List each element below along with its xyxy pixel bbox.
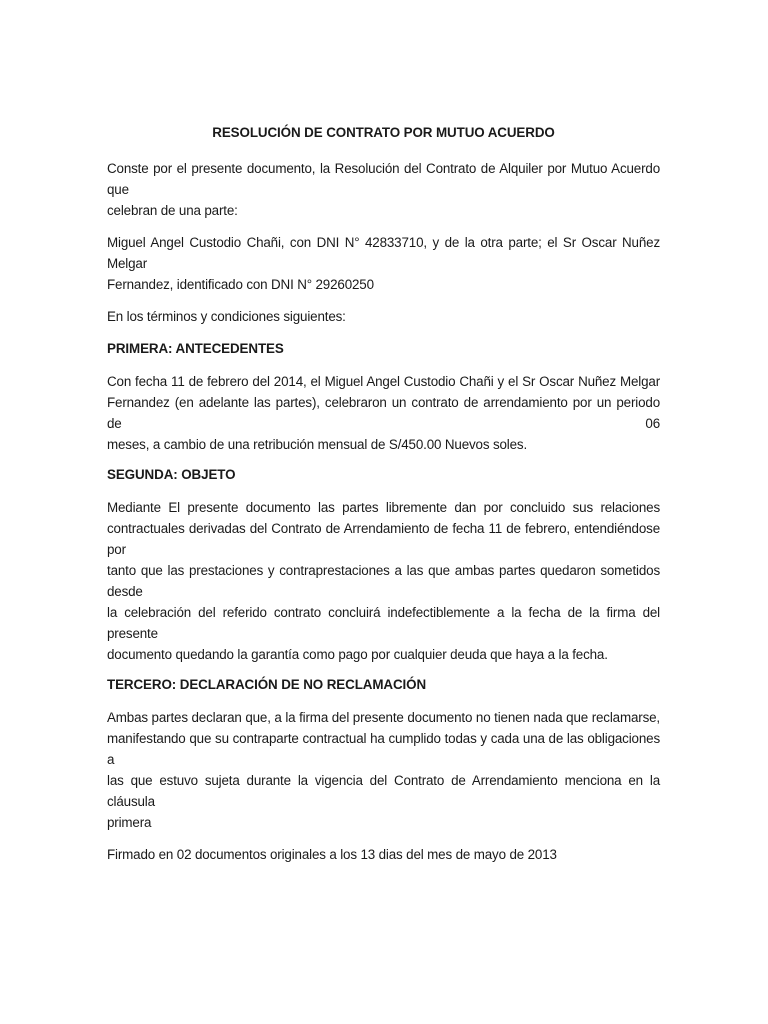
closing-line: Firmado en 02 documentos originales a los 13 dias del mes de mayo de 2013 xyxy=(107,847,557,862)
section-line: primera xyxy=(107,815,152,830)
section-heading-segunda: SEGUNDA: OBJETO xyxy=(107,467,236,482)
section-line: la celebración del referido contrato concluirá indefectiblemente a la fecha de la firma del presente xyxy=(107,605,660,641)
section-line: Fernandez (en adelante las partes), celebraron un contrato de arrendamiento por un periodo de 06 xyxy=(107,395,660,431)
section-paragraph-tercero xyxy=(107,707,660,833)
section-heading-primera: PRIMERA: ANTECEDENTES xyxy=(107,341,284,356)
section-line: las que estuvo sujeta durante la vigencia del Contrato de Arrendamiento menciona en la cláusula xyxy=(107,773,660,809)
section-paragraph-primera xyxy=(107,371,660,455)
section-heading-tercero: TERCERO: DECLARACIÓN DE NO RECLAMACIÓN xyxy=(107,677,427,692)
intro-paragraph xyxy=(107,158,660,221)
intro-line: celebran de una parte: xyxy=(107,203,238,218)
section-line: documento quedando la garantía como pago por cualquier deuda que haya a la fecha. xyxy=(107,647,608,662)
document-body xyxy=(107,124,660,876)
intro-line: Conste por el presente documento, la Resolución del Contrato de Alquiler por Mutuo Acuerdo que xyxy=(107,161,660,197)
section-paragraph-segunda xyxy=(107,497,660,665)
section-line: contractuales derivadas del Contrato de Arrendamiento de fecha 11 de febrero, entendiéndose por xyxy=(107,521,660,557)
section-line: Ambas partes declaran que, a la firma del presente documento no tienen nada que reclamarse, xyxy=(107,710,660,725)
section-line: Mediante El presente documento las partes libremente dan por concluido sus relaciones xyxy=(107,500,660,515)
terms-intro: En los términos y condiciones siguientes: xyxy=(107,309,346,324)
parties-line: Fernandez, identificado con DNI N° 29260250 xyxy=(107,277,374,292)
section-line: tanto que las prestaciones y contraprestaciones a las que ambas partes quedaron sometidos desde xyxy=(107,563,660,599)
section-line: manifestando que su contraparte contractual ha cumplido todas y cada una de las obligaciones a xyxy=(107,731,660,767)
parties-line: Miguel Angel Custodio Chañi, con DNI N° 42833710, y de la otra parte; el Sr Oscar Nuñez Melgar xyxy=(107,235,660,271)
section-line: meses, a cambio de una retribución mensual de S/450.00 Nuevos soles. xyxy=(107,437,528,452)
parties-paragraph xyxy=(107,232,660,295)
document-title: RESOLUCIÓN DE CONTRATO POR MUTUO ACUERDO xyxy=(212,125,555,140)
section-line: Con fecha 11 de febrero del 2014, el Miguel Angel Custodio Chañi y el Sr Oscar Nuñez Melgar xyxy=(107,374,660,389)
